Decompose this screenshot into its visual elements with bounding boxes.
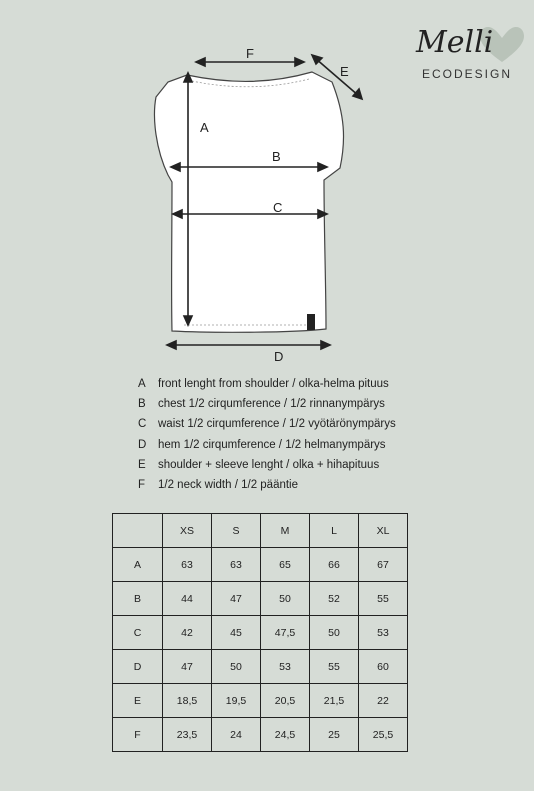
measurement-legend (138, 374, 396, 495)
table-cell: 25 (310, 718, 359, 752)
table-corner-cell (113, 514, 163, 548)
table-cell: 55 (359, 582, 408, 616)
table-cell: 52 (310, 582, 359, 616)
table-cell: 44 (163, 582, 212, 616)
brand-subtitle: ECODESIGN (422, 67, 513, 81)
legend-text: 1/2 neck width / 1/2 pääntie (158, 479, 299, 492)
arrow-d-right (321, 341, 330, 349)
arrow-f-left (196, 58, 205, 66)
table-cell: 21,5 (310, 684, 359, 718)
row-header: F (113, 718, 163, 752)
legend-text: waist 1/2 cirqumference / 1/2 vyötärönympärys (158, 418, 396, 431)
label-d: D (274, 349, 284, 364)
table-cell: 50 (261, 582, 310, 616)
column-header-m: M (261, 514, 310, 548)
table-header-row (113, 514, 408, 548)
legend-row (138, 394, 396, 414)
table-cell: 66 (310, 548, 359, 582)
legend-key: E (138, 458, 146, 471)
table-cell: 63 (212, 548, 261, 582)
label-b: B (272, 149, 281, 164)
legend-key: D (138, 438, 147, 451)
table-cell: 47,5 (261, 616, 310, 650)
table-row (113, 548, 408, 582)
row-header: D (113, 650, 163, 684)
table-cell: 50 (310, 616, 359, 650)
arrow-f-right (295, 58, 304, 66)
table-cell: 22 (359, 684, 408, 718)
table-cell: 53 (359, 616, 408, 650)
legend-text: chest 1/2 cirqumference / 1/2 rinnanympärys (158, 398, 385, 411)
arrow-d-left (167, 341, 176, 349)
legend-text: shoulder + sleeve lenght / olka + hihapituus (158, 458, 380, 471)
garment-diagram (0, 0, 534, 370)
table-cell: 50 (212, 650, 261, 684)
table-cell: 53 (261, 650, 310, 684)
arrow-e-bottom (353, 89, 362, 99)
brand-script: Melli (416, 25, 494, 60)
table-cell: 65 (261, 548, 310, 582)
table-row (113, 684, 408, 718)
table-cell: 24,5 (261, 718, 310, 752)
legend-text: hem 1/2 cirqumference / 1/2 helmanympärys (158, 438, 386, 451)
column-header-xs: XS (163, 514, 212, 548)
column-header-l: L (310, 514, 359, 548)
legend-row (138, 435, 396, 455)
table-cell: 24 (212, 718, 261, 752)
label-a: A (200, 120, 209, 135)
row-header: C (113, 616, 163, 650)
table-cell: 20,5 (261, 684, 310, 718)
arrow-c-right (318, 210, 327, 218)
row-header: A (113, 548, 163, 582)
table-row (113, 650, 408, 684)
legend-row (138, 414, 396, 434)
legend-key: F (138, 479, 146, 492)
row-header: E (113, 684, 163, 718)
table-cell: 60 (359, 650, 408, 684)
label-f: F (246, 46, 254, 61)
table-cell: 19,5 (212, 684, 261, 718)
table-row (113, 616, 408, 650)
arrow-a-top (184, 73, 192, 82)
legend-key: B (138, 398, 146, 411)
table-cell: 63 (163, 548, 212, 582)
table-row (113, 582, 408, 616)
size-chart-table (112, 513, 408, 752)
table-cell: 18,5 (163, 684, 212, 718)
label-e: E (340, 64, 349, 79)
label-c: C (273, 200, 283, 215)
table-cell: 23,5 (163, 718, 212, 752)
legend-key: C (138, 418, 147, 431)
table-cell: 55 (310, 650, 359, 684)
legend-row (138, 455, 396, 475)
table-cell: 67 (359, 548, 408, 582)
legend-row (138, 374, 396, 394)
row-header: B (113, 582, 163, 616)
table-cell: 25,5 (359, 718, 408, 752)
table-cell: 47 (212, 582, 261, 616)
column-header-xl: XL (359, 514, 408, 548)
table-cell: 45 (212, 616, 261, 650)
legend-text: front lenght from shoulder / olka-helma pituus (158, 378, 389, 390)
legend-key: A (138, 378, 146, 390)
table-cell: 42 (163, 616, 212, 650)
table-cell: 47 (163, 650, 212, 684)
brand-label-tag (307, 314, 315, 330)
legend-row (138, 475, 396, 495)
tshirt-outline (155, 72, 344, 332)
column-header-s: S (212, 514, 261, 548)
table-row (113, 718, 408, 752)
